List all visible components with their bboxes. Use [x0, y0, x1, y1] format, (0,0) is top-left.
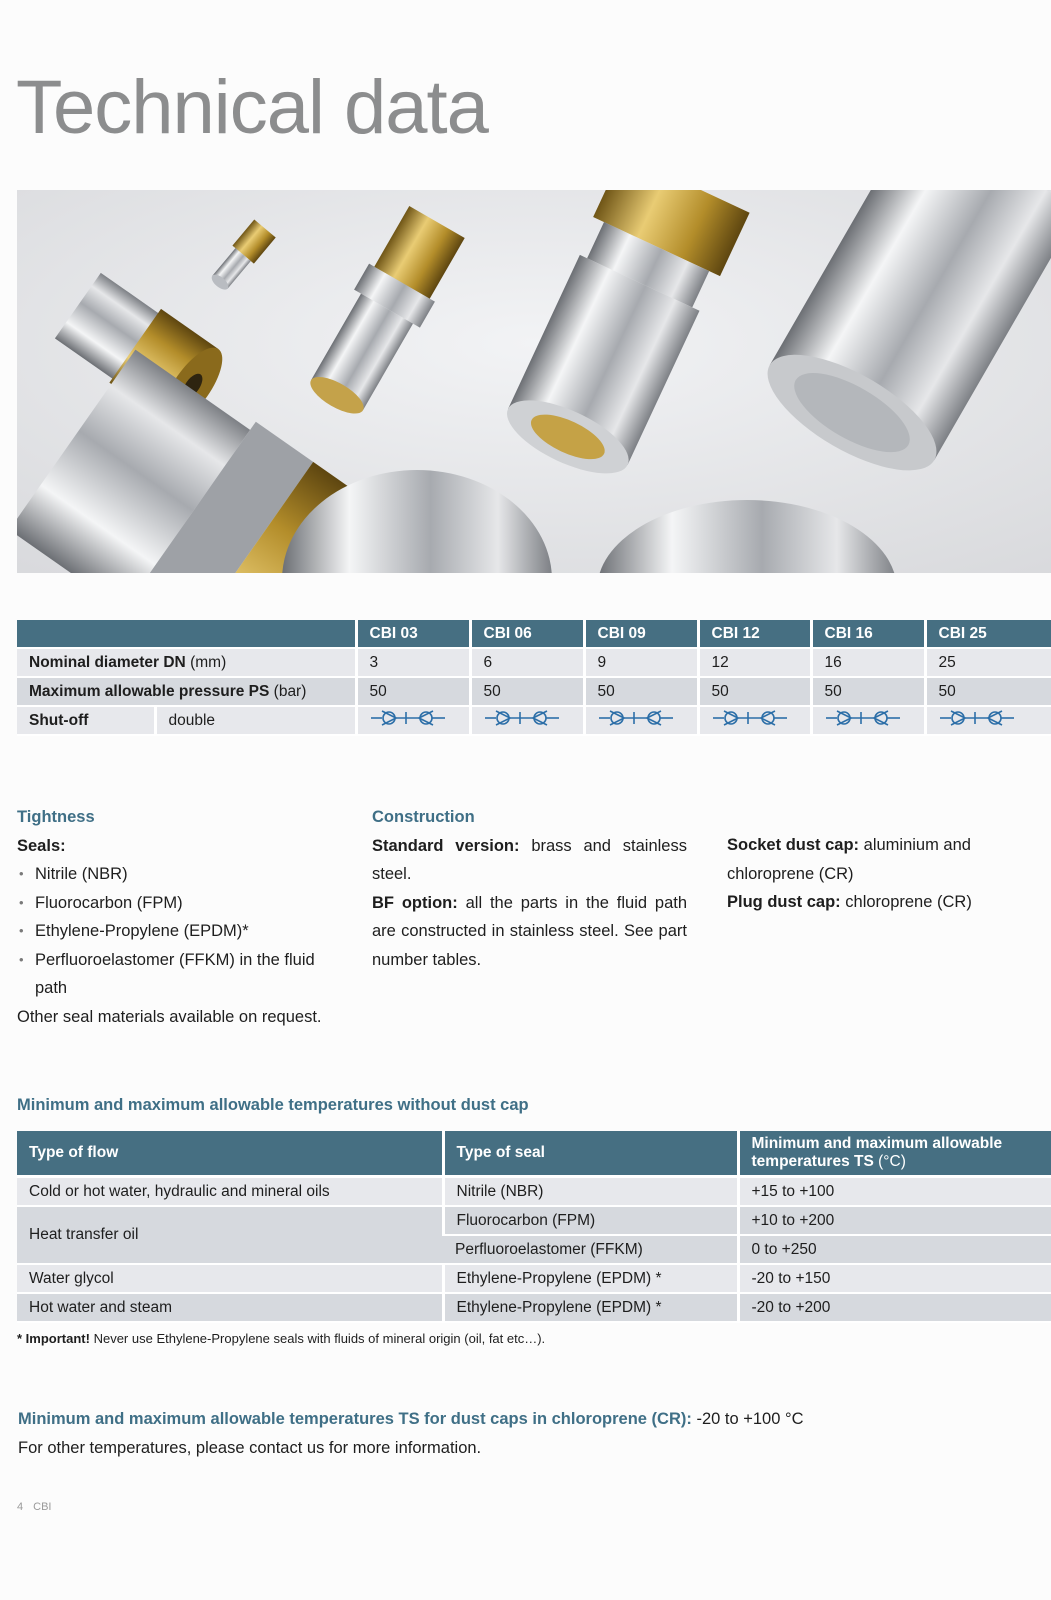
spec-header: CBI 16 [811, 620, 925, 648]
shutoff-symbol-icon [470, 706, 584, 735]
spec-cell: 50 [925, 677, 1051, 706]
dustcap-section [727, 831, 1037, 917]
spec-cell: 50 [811, 677, 925, 706]
page-number: 4 [17, 1501, 24, 1513]
spec-cell: 9 [584, 648, 698, 677]
temps-header-row [17, 1131, 1051, 1177]
shutoff-symbol-icon [698, 706, 811, 735]
page-title: Technical data [16, 65, 488, 150]
page-footer [17, 1501, 51, 1513]
flow-cell: Cold or hot water, hydraulic and mineral oils [17, 1177, 443, 1207]
doc-name: CBI [33, 1501, 52, 1513]
spec-cell: 12 [698, 648, 811, 677]
other-seals: Other seal materials available on request. [17, 1007, 322, 1026]
range-cell: +15 to +100 [738, 1177, 1051, 1207]
spec-row-pressure [17, 677, 1051, 706]
temps-header: Minimum and maximum allowable temperatures TS (°C) [738, 1131, 1051, 1177]
spec-label-pressure: Maximum allowable pressure PS (bar) [17, 677, 356, 706]
plug-dust-cap: Plug dust cap: chloroprene (CR) [727, 893, 972, 911]
shutoff-symbol-icon [584, 706, 698, 735]
shutoff-symbol-icon [925, 706, 1051, 735]
spec-header-blank [17, 620, 356, 648]
spec-cell: 50 [470, 677, 584, 706]
temps-header: Type of seal [443, 1131, 738, 1177]
construction-section [372, 803, 687, 974]
bf-option: BF option: all the parts in the fluid path are constructed in stainless steel. See part number tables. [372, 893, 688, 969]
spec-label-shutoff: Shut-off [17, 706, 155, 735]
spec-header-row [17, 620, 1051, 648]
flow-cell: Hot water and steam [17, 1293, 443, 1322]
shutoff-symbol-icon [356, 706, 470, 735]
shutoff-symbol-icon [811, 706, 925, 735]
list-item: • Perfluoroelastomer (FFKM) in the fluid path [17, 946, 347, 1003]
range-cell: 0 to +250 [738, 1235, 1051, 1264]
standard-version: Standard version: brass and stainless steel. [372, 836, 687, 883]
spec-cell: 50 [584, 677, 698, 706]
table-row [17, 1264, 1051, 1293]
range-cell: -20 to +200 [738, 1293, 1051, 1322]
tightness-section [17, 803, 347, 1031]
tightness-heading: Tightness [17, 808, 95, 826]
spec-label-nominal: Nominal diameter DN (mm) [17, 648, 356, 677]
construction-heading: Construction [372, 808, 475, 826]
spec-header: CBI 09 [584, 620, 698, 648]
seal-cell: Ethylene-Propylene (EPDM) * [443, 1293, 738, 1322]
seal-cell: Nitrile (NBR) [443, 1177, 738, 1207]
table-row [17, 1206, 1051, 1235]
flow-cell: Water glycol [17, 1264, 443, 1293]
spec-cell: 50 [356, 677, 470, 706]
product-photo [17, 190, 1051, 573]
shutoff-type: double [155, 706, 356, 735]
seal-cell: Ethylene-Propylene (EPDM) * [443, 1264, 738, 1293]
list-item: • Fluorocarbon (FPM) [17, 889, 347, 918]
spec-row-shutoff [17, 706, 1051, 735]
important-note: * Important! Never use Ethylene-Propylene seals with fluids of mineral origin (oil, fat etc…). [17, 1331, 546, 1346]
list-item: • Ethylene-Propylene (EPDM)* [17, 917, 347, 946]
temps-header: Type of flow [17, 1131, 443, 1177]
range-cell: -20 to +150 [738, 1264, 1051, 1293]
seal-cell: Fluorocarbon (FPM) [443, 1206, 738, 1235]
temps-table [17, 1131, 1051, 1323]
table-row [17, 1177, 1051, 1207]
spec-row-nominal [17, 648, 1051, 677]
spec-header: CBI 25 [925, 620, 1051, 648]
spec-cell: 6 [470, 648, 584, 677]
socket-dust-cap: Socket dust cap: aluminium and chloroprene (CR) [727, 836, 971, 883]
seals-list [17, 860, 347, 1003]
seal-cell: Perfluoroelastomer (FFKM) [443, 1235, 738, 1264]
dustcap-temps: Minimum and maximum allowable temperatures TS for dust caps in chloroprene (CR): -20 to +100 °C For other temperatures, please contact us for more information. [18, 1410, 804, 1457]
spec-table [17, 620, 1051, 736]
temps-heading: Minimum and maximum allowable temperatures without dust cap [17, 1096, 529, 1114]
list-item: • Nitrile (NBR) [17, 860, 347, 889]
spec-header: CBI 03 [356, 620, 470, 648]
seals-label: Seals: [17, 836, 66, 855]
spec-cell: 16 [811, 648, 925, 677]
table-row [17, 1293, 1051, 1322]
flow-cell: Heat transfer oil [17, 1206, 443, 1264]
spec-cell: 3 [356, 648, 470, 677]
spec-cell: 50 [698, 677, 811, 706]
spec-header: CBI 12 [698, 620, 811, 648]
range-cell: +10 to +200 [738, 1206, 1051, 1235]
spec-cell: 25 [925, 648, 1051, 677]
spec-header: CBI 06 [470, 620, 584, 648]
